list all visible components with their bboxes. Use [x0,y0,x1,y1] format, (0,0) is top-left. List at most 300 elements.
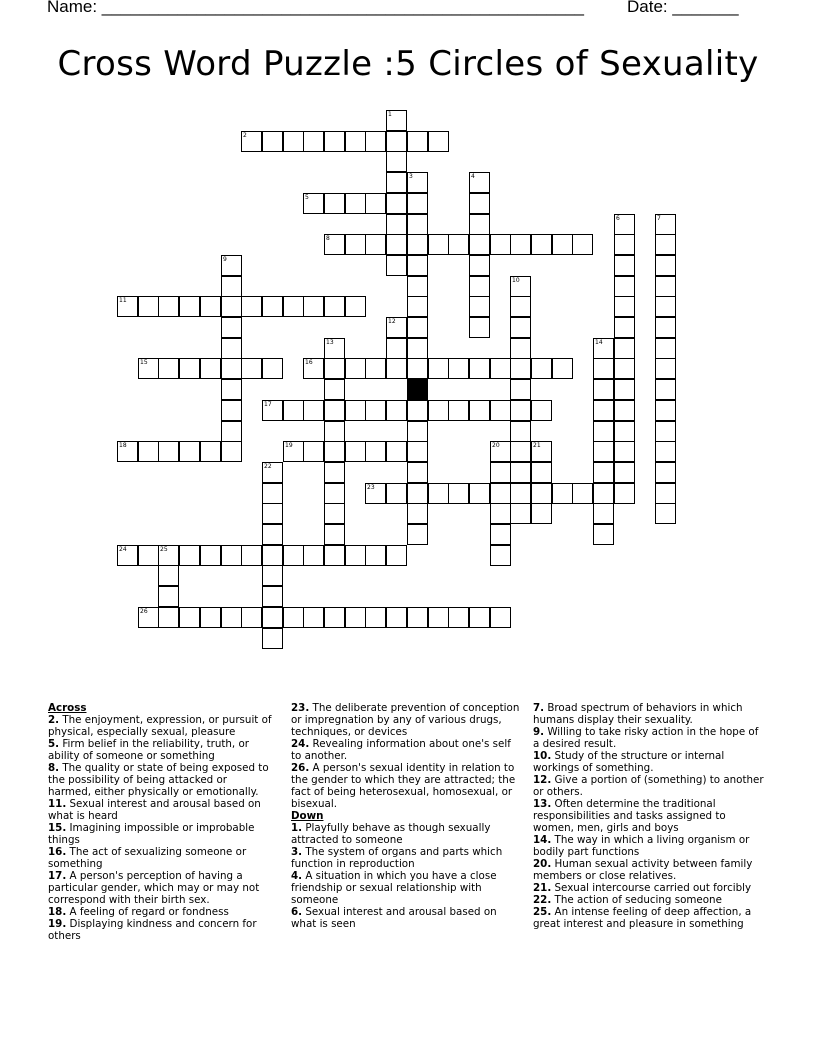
grid-cell[interactable] [365,483,386,504]
grid-cell[interactable] [262,503,283,524]
grid-cell[interactable] [262,462,283,483]
page-title: Cross Word Puzzle :5 Circles of Sexuality [57,44,759,84]
down-clues-part-1 [291,822,521,930]
grid-cell[interactable] [138,296,159,317]
grid-cell[interactable] [262,296,283,317]
grid-cell[interactable] [407,317,428,338]
grid-cell[interactable] [655,400,676,421]
grid-cell[interactable] [469,255,490,276]
grid-cell[interactable] [614,421,635,442]
grid-cell[interactable] [303,358,324,379]
clue-text: The system of organs and parts which function in reproduction [291,846,503,870]
grid-cell[interactable] [407,172,428,193]
name-field[interactable]: Name: ___________________________________________________ [47,0,584,16]
grid-cell[interactable] [221,379,242,400]
across-clues-part-1 [48,714,273,942]
clue-number: 21 [533,442,541,449]
grid-cell[interactable] [365,193,386,214]
grid-cell[interactable] [262,607,283,628]
grid-cell[interactable] [283,545,304,566]
grid-cell[interactable] [407,503,428,524]
grid-cell[interactable] [386,358,407,379]
grid-cell[interactable] [614,400,635,421]
grid-cell[interactable] [324,234,345,255]
grid-cell[interactable] [655,214,676,235]
clue-text: Displaying kindness and concern for others [48,918,257,942]
grid-cell[interactable] [386,255,407,276]
grid-cell[interactable] [407,276,428,297]
grid-cell[interactable] [303,400,324,421]
grid-cell[interactable] [490,545,511,566]
grid-cell[interactable] [510,358,531,379]
grid-cell[interactable] [365,441,386,462]
clue-number: 4 [471,173,475,180]
down-clue [533,882,765,894]
grid-cell[interactable] [552,234,573,255]
grid-cell[interactable] [262,565,283,586]
grid-cell[interactable] [138,607,159,628]
clue-number: 1 [388,111,392,118]
grid-cell[interactable] [365,131,386,152]
grid-cell[interactable] [428,234,449,255]
grid-cell[interactable] [138,545,159,566]
grid-cell[interactable] [221,607,242,628]
down-clue [533,702,765,726]
grid-cell[interactable] [407,462,428,483]
grid-cell[interactable] [572,483,593,504]
grid-cell[interactable] [552,358,573,379]
grid-cell[interactable] [655,296,676,317]
grid-cell[interactable] [283,131,304,152]
grid-cell[interactable] [614,379,635,400]
clue-text: Playfully behave as though sexually attracted to someone [291,822,491,846]
grid-cell[interactable] [490,524,511,545]
grid-cell[interactable] [407,234,428,255]
across-clue [291,762,521,810]
grid-cell[interactable] [655,462,676,483]
clue-text: Willing to take risky action in the hope of a desired result. [533,726,759,750]
grid-cell[interactable] [158,296,179,317]
grid-cell[interactable] [407,441,428,462]
grid-cell[interactable] [345,358,366,379]
grid-cell[interactable] [407,400,428,421]
clue-number: 20 [492,442,500,449]
grid-cell[interactable] [324,379,345,400]
down-clue [533,906,765,930]
grid-cell[interactable] [324,503,345,524]
grid-cell[interactable] [531,462,552,483]
grid-cell[interactable] [262,545,283,566]
grid-cell[interactable] [448,400,469,421]
grid-cell[interactable] [428,607,449,628]
grid-cell[interactable] [593,441,614,462]
grid-cell[interactable] [117,545,138,566]
grid-cell[interactable] [655,358,676,379]
grid-cell[interactable] [221,255,242,276]
grid-cell[interactable] [407,483,428,504]
grid-cell[interactable] [303,441,324,462]
grid-cell[interactable] [448,358,469,379]
grid-cell[interactable] [179,607,200,628]
grid-cell[interactable] [324,524,345,545]
grid-cell[interactable] [324,338,345,359]
grid-cell[interactable] [386,214,407,235]
grid-cell[interactable] [386,338,407,359]
clue-number: 14. [533,834,552,846]
grid-cell[interactable] [510,276,531,297]
grid-cell[interactable] [200,607,221,628]
across-clue [291,738,521,762]
grid-cell[interactable] [655,441,676,462]
grid-cell[interactable] [262,524,283,545]
grid-cell[interactable] [510,503,531,524]
grid-cell[interactable] [386,441,407,462]
grid-cell[interactable] [614,462,635,483]
across-clue [48,762,273,798]
clue-number: 9 [223,256,227,263]
clue-number: 15 [140,359,148,366]
clue-number: 19 [285,442,293,449]
grid-cell[interactable] [365,234,386,255]
grid-cell[interactable] [407,296,428,317]
grid-cell[interactable] [448,607,469,628]
grid-cell[interactable] [386,110,407,131]
grid-cell[interactable] [221,296,242,317]
grid-cell[interactable] [655,379,676,400]
clue-text: A person's perception of having a particular gender, which may or may not correspond with their birth sex. [48,870,260,906]
grid-cell[interactable] [303,193,324,214]
grid-cell[interactable] [614,214,635,235]
grid-cell[interactable] [593,338,614,359]
grid-cell[interactable] [407,255,428,276]
grid-cell[interactable] [365,607,386,628]
clue-number: 6. [291,906,303,918]
grid-cell[interactable] [221,358,242,379]
grid-cell[interactable] [241,545,262,566]
grid-cell[interactable] [490,358,511,379]
grid-cell[interactable] [324,421,345,442]
clue-text: Firm belief in the reliability, truth, or ability of someone or something [48,738,250,762]
grid-cell[interactable] [469,607,490,628]
across-clue [48,822,273,846]
down-clue [291,822,521,846]
grid-cell[interactable] [531,441,552,462]
grid-cell[interactable] [283,296,304,317]
grid-cell[interactable] [386,483,407,504]
grid-cell[interactable] [179,296,200,317]
grid-cell[interactable] [448,483,469,504]
grid-cell[interactable] [614,441,635,462]
grid-cell[interactable] [469,276,490,297]
clue-text: An intense feeling of deep affection, a great interest and pleasure in something [533,906,752,930]
down-clue [291,906,521,930]
grid-cell[interactable] [490,607,511,628]
grid-cell[interactable] [283,400,304,421]
grid-cell[interactable] [386,172,407,193]
clue-text: Human sexual activity between family members or close relatives. [533,858,753,882]
grid-cell[interactable] [386,400,407,421]
grid-cell[interactable] [345,234,366,255]
clue-number: 12. [533,774,552,786]
grid-cell[interactable] [283,607,304,628]
down-clue [533,774,765,798]
grid-cell[interactable] [365,545,386,566]
grid-cell[interactable] [221,317,242,338]
grid-cell[interactable] [324,358,345,379]
grid-cell[interactable] [469,296,490,317]
clue-number: 3. [291,846,303,858]
grid-cell[interactable] [345,296,366,317]
grid-cell[interactable] [324,400,345,421]
clue-number: 3 [409,173,413,180]
clue-text: A situation in which you have a close friendship or sexual relationship with someone [291,870,497,906]
grid-cell[interactable] [303,545,324,566]
grid-cell[interactable] [179,545,200,566]
down-clue [533,798,765,834]
grid-cell[interactable] [469,483,490,504]
clue-text: The enjoyment, expression, or pursuit of physical, especially sexual, pleasure [48,714,272,738]
grid-cell[interactable] [428,131,449,152]
grid-cell[interactable] [614,317,635,338]
grid-cell[interactable] [510,483,531,504]
grid-cell[interactable] [221,545,242,566]
grid-cell[interactable] [324,296,345,317]
grid-cell[interactable] [572,234,593,255]
grid-cell[interactable] [407,193,428,214]
grid-cell[interactable] [386,131,407,152]
grid-cell[interactable] [179,358,200,379]
clues-column-3 [533,702,765,930]
grid-cell[interactable] [241,358,262,379]
grid-cell[interactable] [345,131,366,152]
grid-cell[interactable] [510,317,531,338]
grid-cell[interactable] [655,276,676,297]
grid-cell[interactable] [614,358,635,379]
across-clue [48,846,273,870]
grid-cell[interactable] [283,441,304,462]
grid-cell[interactable] [241,607,262,628]
grid-cell[interactable] [262,586,283,607]
grid-cell[interactable] [469,193,490,214]
grid-cell[interactable] [655,503,676,524]
grid-cell[interactable] [490,503,511,524]
grid-cell[interactable] [407,421,428,442]
clue-number: 7 [657,215,661,222]
grid-cell[interactable] [262,358,283,379]
grid-cell[interactable] [324,607,345,628]
grid-cell[interactable] [593,421,614,442]
grid-cell[interactable] [510,421,531,442]
clue-number: 2. [48,714,60,726]
clue-number: 5. [48,738,60,750]
grid-cell[interactable] [324,462,345,483]
clue-text: Imagining impossible or improbable things [48,822,255,846]
grid-cell[interactable] [386,193,407,214]
grid-cell[interactable] [593,524,614,545]
grid-cell[interactable] [655,234,676,255]
down-clue [533,834,765,858]
grid-cell[interactable] [138,358,159,379]
grid-cell[interactable] [345,607,366,628]
grid-cell[interactable] [614,234,635,255]
clue-number: 19. [48,918,67,930]
grid-cell[interactable] [655,483,676,504]
across-clue [48,906,273,918]
grid-cell[interactable] [510,400,531,421]
grid-cell[interactable] [510,296,531,317]
grid-cell[interactable] [407,131,428,152]
grid-cell[interactable] [138,441,159,462]
grid-cell[interactable] [158,565,179,586]
grid-cell[interactable] [324,131,345,152]
grid-cell[interactable] [531,358,552,379]
clue-number: 1. [291,822,303,834]
grid-cell[interactable] [303,296,324,317]
grid-cell[interactable] [158,586,179,607]
grid-cell[interactable] [490,234,511,255]
grid-cell[interactable] [510,338,531,359]
grid-cell[interactable] [117,296,138,317]
grid-cell[interactable] [386,317,407,338]
grid-cell[interactable] [158,545,179,566]
grid-cell[interactable] [531,483,552,504]
grid-cell[interactable] [345,193,366,214]
grid-cell[interactable] [345,545,366,566]
grid-cell[interactable] [531,234,552,255]
grid-cell[interactable] [200,358,221,379]
clue-number: 18. [48,906,67,918]
grid-cell[interactable] [221,441,242,462]
grid-cell[interactable] [221,338,242,359]
clue-number: 26 [140,608,148,615]
grid-cell[interactable] [117,441,138,462]
grid-cell[interactable] [221,421,242,442]
grid-cell[interactable] [262,483,283,504]
clue-number: 9. [533,726,545,738]
grid-cell[interactable] [200,441,221,462]
grid-cell[interactable] [593,462,614,483]
grid-cell[interactable] [407,338,428,359]
clue-text: Sexual interest and arousal based on what is heard [48,798,261,822]
across-clue [291,702,521,738]
grid-cell[interactable] [324,545,345,566]
clue-text: Study of the structure or internal workings of something. [533,750,725,774]
clue-text: The action of seducing someone [551,894,722,906]
grid-cell[interactable] [490,400,511,421]
clue-number: 4. [291,870,303,882]
grid-cell[interactable] [593,379,614,400]
grid-cell[interactable] [324,193,345,214]
grid-cell[interactable] [510,441,531,462]
clue-number: 10 [512,277,520,284]
grid-cell[interactable] [428,483,449,504]
down-clue [291,870,521,906]
grid-cell[interactable] [200,545,221,566]
grid-cell[interactable] [407,214,428,235]
date-field[interactable]: Date: _______ [627,0,739,16]
clue-text: The act of sexualizing someone or something [48,846,247,870]
grid-cell[interactable] [221,400,242,421]
grid-cell[interactable] [158,358,179,379]
grid-cell[interactable] [221,276,242,297]
grid-cell[interactable] [386,151,407,172]
grid-cell[interactable] [428,400,449,421]
grid-cell[interactable] [531,503,552,524]
grid-cell[interactable] [469,358,490,379]
grid-cell[interactable] [179,441,200,462]
grid-cell[interactable] [241,131,262,152]
clue-number: 5 [305,194,309,201]
grid-cell[interactable] [655,317,676,338]
grid-cell[interactable] [158,441,179,462]
grid-cell[interactable] [593,400,614,421]
grid-cell[interactable] [200,296,221,317]
grid-cell[interactable] [303,131,324,152]
grid-cell[interactable] [531,400,552,421]
grid-cell[interactable] [324,441,345,462]
grid-cell[interactable] [345,400,366,421]
grid-cell[interactable] [614,338,635,359]
grid-cell[interactable] [386,607,407,628]
grid-cell[interactable] [469,234,490,255]
grid-cell[interactable] [655,421,676,442]
grid-cell[interactable] [614,483,635,504]
grid-cell[interactable] [510,462,531,483]
grid-cell[interactable] [448,234,469,255]
grid-cell[interactable] [303,607,324,628]
grid-cell[interactable] [365,400,386,421]
grid-cell[interactable] [614,276,635,297]
grid-cell[interactable] [469,172,490,193]
grid-cell[interactable] [614,296,635,317]
grid-cell[interactable] [469,317,490,338]
clue-text: Sexual interest and arousal based on what is seen [291,906,497,930]
grid-cell[interactable] [428,358,449,379]
grid-cell[interactable] [490,483,511,504]
grid-cell[interactable] [593,483,614,504]
grid-cell[interactable] [655,255,676,276]
grid-cell[interactable] [262,400,283,421]
across-clues-part-2 [291,702,521,810]
grid-cell[interactable] [386,234,407,255]
grid-cell[interactable] [407,358,428,379]
grid-cell[interactable] [407,524,428,545]
grid-cell[interactable] [262,131,283,152]
grid-cell[interactable] [324,483,345,504]
clue-text: A feeling of regard or fondness [66,906,229,918]
grid-cell[interactable] [469,214,490,235]
grid-cell[interactable] [407,607,428,628]
clue-number: 23 [367,484,375,491]
grid-cell[interactable] [386,545,407,566]
grid-cell[interactable] [593,358,614,379]
grid-cell[interactable] [158,607,179,628]
grid-cell[interactable] [365,358,386,379]
grid-cell[interactable] [490,441,511,462]
clue-number: 13 [326,339,334,346]
grid-cell[interactable] [490,462,511,483]
grid-cell[interactable] [262,628,283,649]
grid-cell[interactable] [655,338,676,359]
grid-cell[interactable] [469,400,490,421]
grid-cell[interactable] [614,255,635,276]
grid-cell[interactable] [241,296,262,317]
grid-cell[interactable] [510,379,531,400]
grid-cell[interactable] [510,234,531,255]
grid-cell[interactable] [552,483,573,504]
grid-cell[interactable] [345,441,366,462]
grid-cell[interactable] [593,503,614,524]
